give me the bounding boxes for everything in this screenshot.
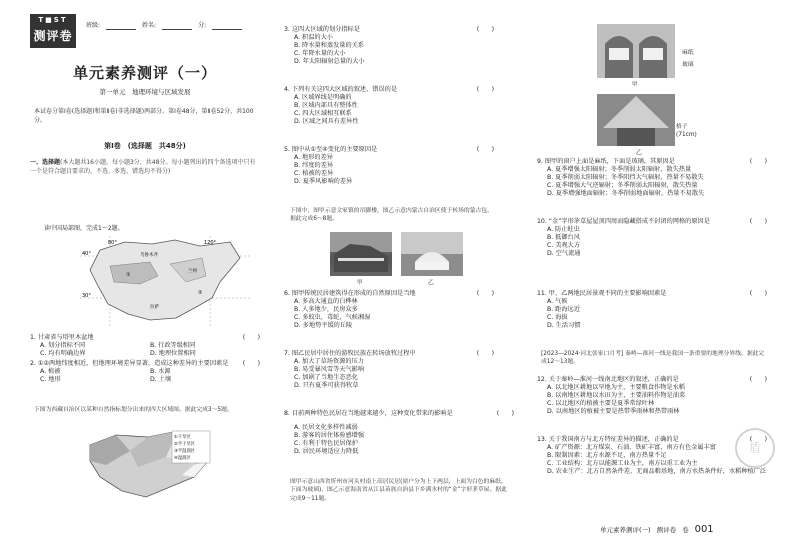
q6-option-d[interactable]: D. 多地势平缓的丘陵: [294, 321, 353, 329]
question-7: [284, 350, 494, 390]
tibet-regions-map: [86, 427, 212, 515]
legend-arid: ①干旱区: [174, 435, 191, 440]
q10-answer[interactable]: ( ): [749, 218, 767, 225]
q5-stem: 5. 图中从①至④变化的主要原因是: [284, 146, 378, 153]
q1-option-b[interactable]: B. 行政等级相同: [150, 341, 196, 349]
q4-option-a[interactable]: A. 区域界线是明确的: [294, 93, 352, 101]
question-1: [30, 334, 260, 358]
thatched-house-image: [597, 94, 675, 146]
photo-stilt-house: [330, 232, 392, 276]
question-13: [537, 436, 767, 476]
part1-title: 第Ⅰ卷 (选择题 共48分): [104, 142, 186, 150]
question-3: [284, 26, 494, 66]
q10-option-a[interactable]: A. 防止蛀虫: [547, 225, 580, 233]
q10-option-c[interactable]: C. 美观大方: [547, 241, 581, 249]
map1-label-d: 兰州: [188, 269, 197, 274]
photo-window-house: [597, 24, 675, 78]
q7-option-a[interactable]: A. 加大了草场资源的压力: [294, 357, 364, 365]
question-8: [284, 410, 514, 456]
q1-stem: 1. 甘肃省与塔里木盆地: [30, 334, 94, 341]
q13-option-c[interactable]: C. 工业结构：北方以能源工业为主，南方以重工业为主: [547, 459, 698, 467]
question-4: [284, 86, 494, 126]
q6-answer[interactable]: ( ): [476, 290, 494, 297]
class-label: 班级:: [86, 22, 101, 29]
q13-option-b[interactable]: B. 限制因素：北方水源不足，南方热量不足: [547, 451, 667, 459]
q4-option-c[interactable]: C. 四大区域相互联系: [294, 109, 352, 117]
q9-option-b[interactable]: B. 夏季削弱太阳辐射；冬季阻挡大气辐射，热量不易散失: [547, 173, 704, 181]
q12-option-c[interactable]: C. 以北地区的植被主要是夏季常绿叶林: [547, 399, 655, 407]
map1-label-a: ①: [126, 272, 131, 278]
q8-option-c[interactable]: C. 有利于特色民居保护: [294, 439, 358, 447]
section-text: (本大题共16小题，每小题3分，共48分。每小题列出的四个备选项中只有一个是符合题目要求的，不选、多选、错选均不得分): [30, 159, 256, 175]
q9-option-a[interactable]: A. 夏季增强太阳辐射；冬季削弱太阳辐射，散失热量: [547, 165, 692, 173]
stilt-house-image: [330, 232, 392, 276]
q2-answer[interactable]: ( ): [242, 360, 260, 367]
q8-stem: 8. 目前两种特色民居在当地越来越少，这种变化带来的影响是: [284, 410, 453, 417]
question-12: [537, 376, 767, 416]
map1-lon1: 80°: [108, 240, 117, 246]
yurt-image: [401, 232, 463, 276]
q5-answer[interactable]: ( ): [476, 146, 494, 153]
q9-option-d[interactable]: D. 夏季增强地面辐射；冬季削弱地面辐射，热量不易散失: [547, 189, 705, 197]
q8-answer[interactable]: ( ): [496, 410, 514, 417]
photo-label-yi-mid: 乙: [428, 280, 434, 286]
name-line[interactable]: [162, 22, 192, 30]
q5-option-c[interactable]: C. 植被的差异: [294, 169, 334, 177]
q12-option-a[interactable]: A. 以北地区耕地以旱地为主，主要粮食作物是水稻: [547, 383, 685, 391]
q12-option-d[interactable]: D. 以南地区的植被主要是热带季雨林和热带雨林: [547, 407, 680, 415]
watermark-stamp: 盾: [735, 428, 775, 468]
q2-option-c[interactable]: C. 地形: [40, 375, 61, 383]
q9-stem: 9. 图甲的窗户上面是麻纸，下面是玻璃，其原因是: [537, 158, 675, 165]
photos-6-8-intro: 下图中，图甲示意文家镇的吊脚楼，图乙示意内蒙古自治区使于转场的蒙古包。据此完成6～8题。: [290, 208, 493, 223]
annot-grid: 格子: [676, 124, 688, 130]
photo-label-jia-right: 甲: [632, 82, 638, 88]
q11-answer[interactable]: ( ): [749, 290, 767, 297]
annot-glass: 玻璃: [682, 62, 694, 68]
q3-option-b[interactable]: B. 降水量和蒸发量的关系: [294, 41, 365, 49]
page-footer: [600, 524, 714, 537]
question-2: [30, 360, 260, 384]
legend-semihumid: ③半湿润区: [174, 449, 196, 454]
annot-size: (71cm): [676, 132, 697, 138]
q4-answer[interactable]: ( ): [476, 86, 494, 93]
map1-label-b: ②: [198, 290, 203, 296]
china-partial-map: [80, 236, 250, 328]
logo-bottom-text: 测评卷: [33, 29, 73, 43]
q7-option-b[interactable]: B. 易受暴风雪等天气影响: [294, 365, 365, 373]
question-6: [284, 290, 494, 330]
section-heading: 一、选择题: [30, 159, 61, 166]
q4-option-d[interactable]: D. 区域之间具有差异性: [294, 117, 359, 125]
q10-option-b[interactable]: B. 抵御台风: [547, 233, 580, 241]
map1-lat1: 40°: [82, 251, 91, 257]
map1-intro: 读中国局部图，完成1～2题。: [44, 225, 124, 232]
q1-option-a[interactable]: A. 划分指标不同: [40, 341, 86, 349]
q8-option-b[interactable]: B. 游客的居住体验感增强: [294, 431, 365, 439]
map1-city: 乌鲁木齐: [140, 253, 158, 258]
question-11: [537, 290, 767, 330]
q6-option-a[interactable]: A. 多高大通直的白桦林: [294, 297, 358, 305]
q1-answer[interactable]: ( ): [242, 334, 260, 341]
question-10: [537, 218, 767, 258]
photo-label-yi-right: 乙: [636, 150, 642, 156]
q11-option-b[interactable]: B. 距海远近: [547, 305, 580, 313]
q1-option-c[interactable]: C. 均有明确边界: [40, 349, 86, 357]
test-logo: [30, 14, 76, 48]
q11-stem: 11. 甲、乙两地民居景观不同的主要影响因素是: [537, 290, 667, 297]
window-house-image: [597, 24, 675, 78]
footer-label: 测评卷: [656, 526, 677, 535]
page-subtitle: 第一单元 地理环境与区域发展: [99, 88, 191, 96]
student-info-bar: [86, 22, 242, 30]
score-label: 分:: [198, 22, 207, 29]
photo-thatched-house: [597, 94, 675, 146]
logo-top-text: T■ST: [38, 16, 68, 24]
q11-option-a[interactable]: A. 气候: [547, 297, 568, 305]
q6-option-b[interactable]: B. 人多地少，民房众多: [294, 305, 358, 313]
q2-option-d[interactable]: D. 土壤: [150, 375, 172, 383]
q6-option-c[interactable]: C. 多蚊虫，毒蛇，气候湘湿: [294, 313, 371, 321]
q11-option-c[interactable]: C. 海拔: [547, 313, 568, 321]
exam-intro: 本试卷分第Ⅰ卷(选择题)和第Ⅱ卷(非选择题)两部分。第Ⅰ卷48分，第Ⅱ卷52分，共100分。: [34, 108, 254, 124]
map2-intro: 下图为西藏自治区以某种自然指标划分出来的四大区域图。据此完成3～5题。: [34, 407, 233, 413]
q4-stem: 4. 下列有关这四大区域的叙述，错误的是: [284, 86, 398, 93]
q3-option-d[interactable]: D. 年太阳辐射总量的大小: [294, 57, 365, 65]
q13-stem: 13. 关于我国南方与北方特征差异的描述，正确的是: [537, 436, 679, 443]
footer-page-prefix: 卷: [682, 526, 689, 535]
q9-option-c[interactable]: C. 夏季增强大气逆辐射；冬季削弱太阳辐射，散失热量: [547, 181, 698, 189]
q8-option-d[interactable]: D. 居民环境适应力降低: [294, 447, 359, 455]
q11-option-d[interactable]: D. 生活习惯: [547, 321, 581, 329]
footer-unit: 单元素养测评(一): [600, 526, 651, 535]
q3-answer[interactable]: ( ): [476, 26, 494, 33]
q12-answer[interactable]: ( ): [749, 376, 767, 383]
question-9: [537, 158, 767, 198]
map1-lat2: 30°: [82, 293, 91, 299]
question-5: [284, 146, 494, 186]
q2-option-b[interactable]: B. 水源: [150, 367, 171, 375]
map1-label-c: 拉萨: [150, 305, 159, 310]
q5-option-a[interactable]: A. 地形的差异: [294, 153, 333, 161]
q7-stem: 7. 图乙民居中居住的游牧民族在转场放牧过程中: [284, 350, 416, 357]
q7-answer[interactable]: ( ): [476, 350, 494, 357]
photos-9-11-intro: 图甲示意山西省忻州市河头村南上高居民居(窗户分为上下两层，上面为白色的麻纸，下面为玻璃)，图乙示意海南省从江县苗族自治县下乡满水村的“金”字形茅草屋。据此完成9～11题。: [290, 479, 507, 502]
q12-option-b[interactable]: B. 以南地区耕地以水田为主，主要油料作物是油菜: [547, 391, 686, 399]
class-line[interactable]: [106, 22, 136, 30]
legend-semiarid: ②半干旱区: [174, 442, 196, 447]
q3-option-c[interactable]: C. 年降水量的大小: [294, 49, 346, 57]
page-title: 单元素养测评（一）: [72, 64, 217, 82]
q6-stem: 6. 图甲传统民居建筑得在形成的自然原因是当地: [284, 290, 416, 297]
q8-option-a[interactable]: A. 民居文化多样性减弱: [294, 423, 358, 431]
q2-stem: 2. ①②两地纬度相近，但地理环境差异显著，造成这种差异的主要因素是: [30, 360, 229, 367]
name-label: 姓名:: [142, 22, 157, 29]
q13-option-a[interactable]: A. 矿产资源：北方煤炭、石油、铁矿丰富，南方有色金属丰富: [547, 443, 716, 451]
photo-label-jia-mid: 甲: [357, 280, 363, 286]
q10-option-d[interactable]: D. 空气流通: [547, 249, 581, 257]
q5-option-d[interactable]: D. 夏季风影响的差异: [294, 177, 353, 185]
q2-option-a[interactable]: A. 植被: [40, 367, 61, 375]
questions-12-13-intro: [2023—2024·河北张家口月考] 秦岭—淮河一线是我国一条重要的地理分界线。据此完成12～13题。: [541, 351, 765, 366]
q7-option-d[interactable]: D. 只有夏季可获得牧草: [294, 381, 359, 389]
q9-answer[interactable]: ( ): [749, 158, 767, 165]
section-instructions: [30, 158, 260, 176]
annot-paper: 麻纸: [682, 50, 694, 56]
q13-answer[interactable]: ( ): [749, 436, 767, 443]
q3-option-a[interactable]: A. 积温的大小: [294, 33, 333, 41]
map1-lon2: 120°: [204, 240, 217, 246]
q3-stem: 3. 这四大区域的划分指标是: [284, 26, 360, 33]
q5-option-b[interactable]: B. 纬度的差异: [294, 161, 334, 169]
q4-option-b[interactable]: B. 区域内部具有整体性: [294, 101, 358, 109]
q12-stem: 12. 关于秦岭—淮河一线南北地区的叙述，正确的是: [537, 376, 679, 383]
q13-option-d[interactable]: D. 农业生产：北方自然条件差，无商品粮基地，南方水热条件好，水稻种植广泛: [547, 467, 767, 475]
q1-option-d[interactable]: D. 地理位置相同: [150, 349, 196, 357]
photo-yurt: [401, 232, 463, 276]
q7-option-c[interactable]: C. 加剧了当地生态恶化: [294, 373, 358, 381]
q10-stem: 10. “金”字形茅草屋屋顶四周而隐藏搭成不封闭的网格的原因是: [537, 218, 710, 225]
legend-humid: ④湿润区: [174, 456, 191, 461]
score-line[interactable]: [212, 22, 242, 30]
footer-page-number: 001: [694, 524, 714, 535]
